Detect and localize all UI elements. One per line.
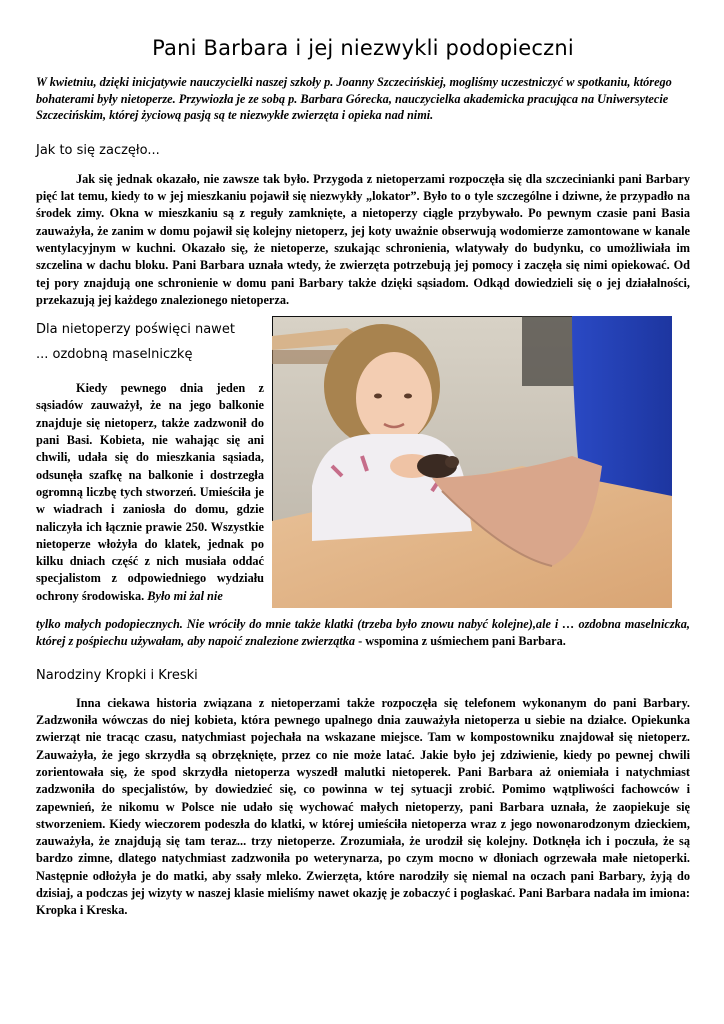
section-heading-kropka-kreska: Narodziny Kropki i Kreski — [36, 667, 198, 683]
section-start-body: Jak się jednak okazało, nie zawsze tak było. Przygoda z nietoperzami rozpoczęła się dla szczecinianki pani Barbary pięć lat temu, kiedy to w jej mieszkaniu pojawił się niezwykły „lokator”. Było to o tyle szczególne i dziwne, że przypadło na środek zimy. Okna w mieszkaniu są z reguły zamknięte, a nietoperzy ciągle przybywało. Po pewnym czasie pani Basia zauważyła, że zanim w domu pojawił się kolejny nietoperz, jej koty uważnie obserwują wodomierze zamontowane w kanale wentylacyjnym w kuchni. Okazało się, że nietoperze, szukając schronienia, wlatywały do budynku, co umożliwiała im szczelina w dachu bloku. Pani Barbara uznała wtedy, że zwierzęta potrzebują jej pomocy i zaczęła się nimi opiekować. Od tej pory znajdują one schronienie w domu pani Barbary także dzięki sąsiadom. Odkąd dowiedzieli się o jej działalności, przekazują jej każdego znalezionego nietoperza. — [36, 171, 690, 307]
page-title: Pani Barbara i jej niezwykli podopieczni — [152, 36, 574, 60]
section-maselniczka-column-body — [36, 380, 264, 605]
intro-paragraph: W kwietniu, dzięki inicjatywie nauczycielki naszej szkoły p. Joanny Szczecińskiej, mogliśmy uczestniczyć w spotkaniu, którego bohaterami były nietoperze. Przywiozła je ze sobą p. Barbara Górecka, nauczycielka akademicka pracująca na Uniwersytecie Szczecińskim, której życiową pasją są te niezwykłe zwierzęta i opieka nad nimi. — [36, 75, 672, 123]
section-heading-maselniczka-line1: Dla nietoperzy poświęci nawet — [36, 322, 235, 338]
quote-attribution: - wspomina z uśmiechem pani Barbara. — [355, 634, 566, 649]
quote-continued: tylko małych podopiecznych. Nie wróciły do mnie także klatki (trzeba było znowu nabyć kolejne),ale i … ozdobna maselniczka, której z pośpiechu używałam, aby napoić znalezione zwierzątka — [36, 617, 690, 649]
section-heading-start: Jak to się zaczęło... — [36, 142, 160, 158]
left-column — [36, 317, 264, 605]
column-text: Kiedy pewnego dnia jeden z sąsiadów zauważył, że na jego balkonie znajduje się nietoperz, także zadzwonił do pani Basi. Kobieta, nie wahając się ani chwili, udała się do mieszkania sąsiada, odsunęła szafkę na balkonie i dostrzegła ogromną liczbę tych stworzeń. Umieściła je w wiadrach i zaniosła do domu, gdzie naliczyła ich łącznie prawie 250. Wszystkie nietoperze włożyła do klatek, jednak po kilku dniach część z nich musiała oddać specjalistom z odpowiedniego wydziału ochrony środowiska. — [36, 381, 264, 603]
section-maselniczka-continued — [36, 616, 690, 651]
article — [36, 36, 690, 920]
quote-start: Było mi żal nie — [147, 588, 223, 603]
section-maselniczka — [36, 317, 690, 617]
section-heading-maselniczka-line2: ... ozdobną maselniczkę — [36, 347, 193, 363]
photo-girl-holding-bat — [272, 316, 672, 608]
section-kropka-kreska-body: Inna ciekawa historia związana z nietoperzami także rozpoczęła się telefonem wykonanym do pani Barbary. Zadzwoniła wówczas do niej kobieta, która pewnego upalnego dnia zauważyła nietoperza u siebie na działce. Opiekunka zwierząt nie tracąc czasu, natychmiast pojechała na wskazane miejsce. Tam w kompostowniku znajdował się nietoperz. Zauważyła, że jego skrzydła są obrzęknięte, przez co nie może latać. Jakie było jej zdziwienie, kiedy po pewnej chwili zorientowała się, że spod skrzydła nietoperza wyszedł malutki nietoperek. Pani Barbara aż oniemiała i natychmiast zadzwoniła do specjalistów, by dowiedzieć się, co powinna w tej sytuacji zrobić. Pomimo wątpliwości fachowców i zapewnień, że nikomu w Polsce nie udało się wychować małych nietoperzy, pani Barbara uznała, że zaopiekuje się stworzeniem. Kiedy wieczorem podeszła do klatki, w której umieściła nietoperza wraz z jego nowonarodzonym dzieckiem, zauważyła, że znajdują się tam teraz... trzy nietoperze. Zrozumiała, że urodził się kolejny. Dotknęła ich i poczuła, że są bardzo zimne, dlatego natychmiast zadzwoniła po weterynarza, po czym mocno w dłoniach ogrzewała małe nietoperki. Następnie odłożyła je do matki, aby ssały mleko. Zwierzęta, które narodziły się niemal na oczach pani Barbary, żyją do dzisiaj, a podczas jej wizyty w naszej klasie mieliśmy nawet okazję je zobaczyć i pogłaskać. Pani Barbara nadała im imiona: Kropka i Kreska. — [36, 695, 690, 918]
